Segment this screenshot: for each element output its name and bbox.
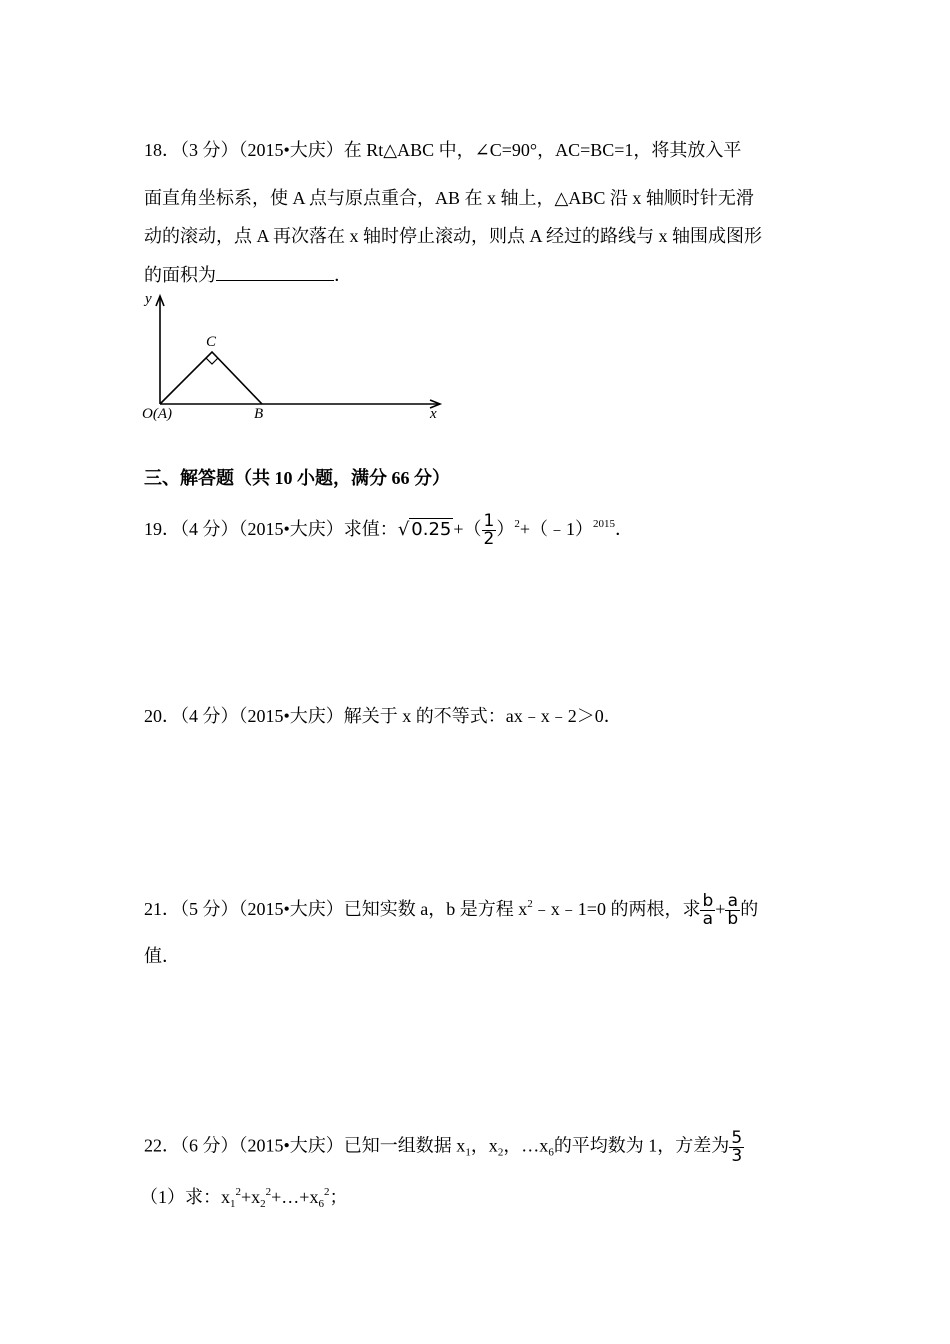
q18-line-4 [144, 262, 352, 287]
q20-line: 20．（4 分）（2015•大庆）解关于 x 的不等式：ax﹣x﹣2＞0． [144, 706, 622, 726]
q22-middle: 的平均数为 1，方差为 [553, 1135, 730, 1156]
q19-prefix: 19．（4 分）（2015•大庆）求值： [144, 519, 398, 539]
fraction-a-over-b [725, 893, 740, 928]
q18-line-2: 面直角坐标系，使 A 点与原点重合，AB 在 x 轴上，△ABC 沿 x 轴顺时针无滑 [144, 188, 754, 208]
label-b: B [254, 406, 264, 422]
frac-den: b [727, 909, 739, 930]
frac-num: a [725, 893, 740, 911]
q18-line-1: 18．（3 分）（2015•大庆）在 Rt△ABC 中，∠C=90°，AC=BC=1，将其放入平 [144, 140, 742, 160]
frac-num: 1 [483, 511, 495, 532]
sqrt-radicand: 0.25 [411, 519, 452, 540]
q22-plus: +…+x [271, 1187, 319, 1207]
frac-den: 3 [731, 1146, 743, 1166]
label-c: C [206, 334, 217, 350]
label-x: x [430, 406, 437, 422]
fraction-five-thirds [729, 1130, 744, 1165]
q22-prefix: 22．（6 分）（2015•大庆）已知一组数据 x [144, 1135, 466, 1156]
q22-sub-prefix: （1）求：x [140, 1187, 230, 1207]
q19-middle: +（﹣1） [519, 519, 594, 539]
frac-den: a [702, 909, 714, 930]
fraction-half [482, 513, 497, 548]
exp-2: 2 [514, 518, 520, 530]
frac-den: 2 [483, 529, 495, 550]
sqrt-expression: √ 0.25 [397, 519, 452, 540]
q21-middle: ﹣x﹣1=0 的两根，求 [532, 899, 701, 919]
q18-text: 的面积为 [144, 265, 216, 285]
q18-line-3: 动的滚动，点 A 再次落在 x 轴时停止滚动，则点 A 经过的路线与 x 轴围成图形 [144, 226, 763, 246]
q19-plus: +（ [453, 519, 482, 539]
subscript: 6 [548, 1146, 554, 1159]
section-title: 三、解答题（共 10 小题，满分 66 分） [144, 468, 450, 488]
q22-end: ； [329, 1187, 348, 1207]
exp-2015: 2015 [593, 518, 616, 530]
q21-line-2: 值． [144, 946, 180, 966]
triangle-abc [160, 352, 262, 404]
answer-blank [216, 262, 334, 281]
q21-exp: 2 [527, 898, 533, 910]
superscript: 2 [235, 1186, 241, 1198]
superscript: 2 [323, 1186, 330, 1198]
q18-end: ． [334, 265, 352, 285]
q21-plus: + [715, 899, 726, 919]
q22-line-1 [144, 1130, 744, 1165]
subscript: 6 [318, 1198, 324, 1210]
label-y: y [145, 291, 152, 307]
fraction-b-over-a [700, 893, 715, 928]
right-angle-mark [206, 358, 218, 364]
frac-num: 5 [731, 1128, 743, 1148]
q21-prefix: 21．（5 分）（2015•大庆）已知实数 a，b 是方程 x [144, 899, 528, 919]
q19-after-frac: ） [496, 519, 515, 539]
superscript: 2 [265, 1186, 272, 1198]
q22-text: ，x [470, 1135, 498, 1156]
q21-line-1 [144, 892, 758, 928]
q22-text: ，…x [503, 1135, 549, 1156]
q19-end: ． [615, 519, 634, 539]
label-o-a: O(A) [142, 406, 172, 422]
subscript: 1 [230, 1198, 236, 1210]
q18-figure [140, 286, 450, 426]
q22-plus: +x [241, 1187, 261, 1207]
q19-line [144, 512, 633, 548]
subscript: 2 [260, 1198, 266, 1210]
q21-suffix: 的 [740, 899, 759, 919]
frac-num: b [702, 891, 714, 912]
subscript: 1 [465, 1146, 471, 1159]
subscript: 2 [497, 1146, 504, 1159]
q22-sub-question-1 [140, 1180, 347, 1216]
